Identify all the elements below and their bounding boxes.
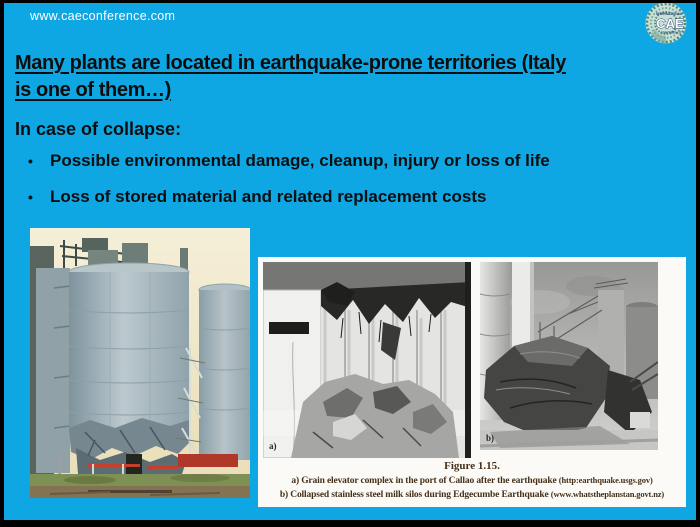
photo-b-label: b) [486, 433, 495, 443]
figure-title: Figure 1.15. [444, 460, 500, 472]
slide-title [15, 50, 675, 104]
figure-1-15 [258, 257, 686, 507]
figure-caption [258, 460, 686, 503]
title-line-1: Many plants are located in earthquake-prone territories (Italy [15, 52, 566, 74]
logo-bottom-text: CONFERENCE [660, 30, 682, 35]
logo-text: CAE [656, 16, 684, 31]
title-line-2: is one of them…) [15, 79, 171, 101]
caption-a-source: (http:earthquake.usgs.gov) [558, 474, 653, 485]
cae-conference-logo [641, 3, 691, 46]
photo-a-label: a) [269, 441, 277, 451]
bullet-item [15, 186, 670, 208]
photo-collapsed-milk-silos-bw [480, 262, 658, 450]
caption-b-text: b) Collapsed stainless steel milk silos during Edgecumbe Earthquake [279, 490, 551, 500]
caption-b-source: (www.whatstheplanstan.govt.nz) [550, 489, 665, 499]
logo-top-text: INTERNATIONAL [656, 12, 682, 16]
bullet-marker: • [28, 189, 33, 205]
bullet-marker: • [28, 153, 33, 169]
caption-line-b [258, 488, 686, 503]
photo-edge-shadow [465, 262, 471, 458]
caption-a-text: a) Grain elevator complex in the port of Callao after the earthquake [291, 475, 559, 486]
bullet-text: Loss of stored material and related replacement costs [50, 187, 487, 206]
bullet-text: Possible environmental damage, cleanup, injury or loss of life [50, 151, 550, 170]
website-url: www.caeconference.com [30, 9, 176, 23]
slide [4, 3, 696, 520]
bullet-item [15, 150, 670, 172]
caption-line-a [258, 474, 686, 489]
bullet-list [15, 150, 670, 222]
photo-grain-elevator-bw [263, 262, 471, 458]
photo-collapsed-silo-color [30, 228, 250, 498]
main-silo [69, 243, 189, 432]
intro-text: In case of collapse: [15, 119, 182, 139]
